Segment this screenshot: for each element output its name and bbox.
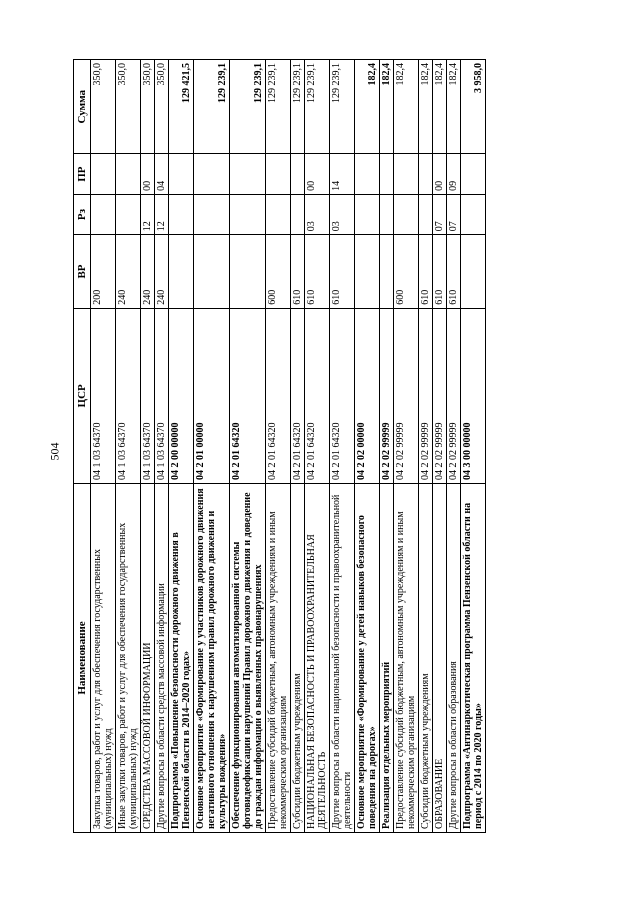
cell-pr [380, 154, 394, 194]
cell-pr [169, 154, 194, 194]
cell-name: ОБРАЗОВАНИЕ [433, 483, 447, 832]
header-name: Наименование [74, 483, 91, 832]
cell-name: Иные закупки товаров, работ и услуг для обеспечения государственных (муниципальных) нужд [116, 483, 141, 832]
cell-csr: 04 3 00 00000 [461, 308, 486, 483]
table-row [461, 60, 486, 833]
cell-rz [380, 194, 394, 234]
cell-vr: 200 [91, 235, 116, 308]
table-row [155, 60, 169, 833]
cell-sum: 129 239,1 [266, 60, 291, 154]
table-row [355, 60, 380, 833]
cell-rz [194, 194, 230, 234]
cell-pr [355, 154, 380, 194]
cell-rz [461, 194, 486, 234]
cell-rz [91, 194, 116, 234]
cell-sum: 129 239,1 [330, 60, 355, 154]
header-vr: ВР [74, 235, 91, 308]
cell-csr: 04 2 01 64320 [266, 308, 291, 483]
header-rz: Рз [74, 194, 91, 234]
cell-pr: 04 [155, 154, 169, 194]
cell-pr [291, 154, 305, 194]
table-row [419, 60, 433, 833]
cell-pr: 00 [433, 154, 447, 194]
cell-name: Закупка товаров, работ и услуг для обеспечения государственных (муниципальных) нужд [91, 483, 116, 832]
cell-name: Основное мероприятие «Формирование у участников дорожного движения негативного отношения к нарушениям правил дорожного движения и культуры вождения» [194, 483, 230, 832]
cell-name: Обеспечение функционирования автоматизированной системы фотовидеофиксации нарушений Правил дорожного движения и доведение до граждан информации о выявленных правонарушениях [230, 483, 266, 832]
table-row [433, 60, 447, 833]
cell-vr: 610 [419, 235, 433, 308]
cell-name: Другие вопросы в области средств массовой информации [155, 483, 169, 832]
cell-csr: 04 1 03 64370 [155, 308, 169, 483]
cell-sum: 350,0 [91, 60, 116, 154]
cell-name: Основное мероприятие «Формирование у детей навыков безопасного поведения на дорогах» [355, 483, 380, 832]
cell-csr: 04 2 02 00000 [355, 308, 380, 483]
cell-sum: 129 239,1 [291, 60, 305, 154]
cell-pr: 00 [305, 154, 330, 194]
cell-sum: 129 239,1 [194, 60, 230, 154]
cell-sum: 350,0 [116, 60, 141, 154]
cell-csr: 04 2 02 99999 [419, 308, 433, 483]
cell-rz: 12 [141, 194, 155, 234]
cell-pr [461, 154, 486, 194]
cell-sum: 182,4 [394, 60, 419, 154]
cell-vr: 610 [447, 235, 461, 308]
cell-pr: 09 [447, 154, 461, 194]
cell-rz [169, 194, 194, 234]
cell-rz [419, 194, 433, 234]
table-row [91, 60, 116, 833]
page-number: 504 [47, 442, 62, 461]
cell-sum: 350,0 [155, 60, 169, 154]
cell-vr: 610 [330, 235, 355, 308]
cell-rz: 07 [447, 194, 461, 234]
cell-vr: 610 [291, 235, 305, 308]
cell-vr [169, 235, 194, 308]
cell-rz [394, 194, 419, 234]
cell-vr: 600 [266, 235, 291, 308]
cell-rz: 03 [305, 194, 330, 234]
cell-vr: 600 [394, 235, 419, 308]
cell-name: Предоставление субсидий бюджетным, автономным учреждениям и иным некоммерческим организациям [266, 483, 291, 832]
cell-csr: 04 2 02 99999 [394, 308, 419, 483]
cell-rz: 12 [155, 194, 169, 234]
budget-table [73, 59, 486, 833]
cell-csr: 04 2 01 00000 [194, 308, 230, 483]
cell-sum: 3 958,0 [461, 60, 486, 154]
cell-csr: 04 2 02 99999 [433, 308, 447, 483]
cell-pr [419, 154, 433, 194]
cell-name: Другие вопросы в области образования [447, 483, 461, 832]
cell-csr: 04 2 01 64320 [291, 308, 305, 483]
cell-rz: 03 [330, 194, 355, 234]
cell-name: Реализация отдельных мероприятий [380, 483, 394, 832]
table-row [194, 60, 230, 833]
cell-name: Субсидии бюджетным учреждениям [291, 483, 305, 832]
cell-pr [194, 154, 230, 194]
cell-rz [355, 194, 380, 234]
cell-rz [230, 194, 266, 234]
cell-rz [266, 194, 291, 234]
table-row [305, 60, 330, 833]
cell-vr: 240 [116, 235, 141, 308]
table-row [447, 60, 461, 833]
table-header-row [74, 60, 91, 833]
header-sum: Сумма [74, 60, 91, 154]
cell-rz [291, 194, 305, 234]
table-row [266, 60, 291, 833]
cell-name: Субсидии бюджетным учреждениям [419, 483, 433, 832]
cell-name: Подпрограмма «Повышение безопасности дорожного движения в Пензенской области в 2014–2020 годах» [169, 483, 194, 832]
cell-name: НАЦИОНАЛЬНАЯ БЕЗОПАСНОСТЬ И ПРАВООХРАНИТЕЛЬНАЯ ДЕЯТЕЛЬНОСТЬ [305, 483, 330, 832]
cell-vr: 610 [305, 235, 330, 308]
table-row [230, 60, 266, 833]
table-body [91, 60, 486, 833]
cell-name: СРЕДСТВА МАССОВОЙ ИНФОРМАЦИИ [141, 483, 155, 832]
cell-csr: 04 2 01 64320 [230, 308, 266, 483]
header-pr: ПР [74, 154, 91, 194]
cell-vr [380, 235, 394, 308]
cell-pr [230, 154, 266, 194]
cell-vr: 240 [155, 235, 169, 308]
cell-rz: 07 [433, 194, 447, 234]
cell-vr [194, 235, 230, 308]
cell-vr [461, 235, 486, 308]
table-row [291, 60, 305, 833]
cell-pr: 14 [330, 154, 355, 194]
cell-sum: 129 239,1 [305, 60, 330, 154]
cell-sum: 182,4 [433, 60, 447, 154]
cell-sum: 182,4 [380, 60, 394, 154]
table-row [330, 60, 355, 833]
cell-sum: 129 239,1 [230, 60, 266, 154]
table-row [169, 60, 194, 833]
cell-csr: 04 1 03 64370 [116, 308, 141, 483]
cell-csr: 04 2 02 99999 [380, 308, 394, 483]
cell-sum: 182,4 [447, 60, 461, 154]
cell-csr: 04 2 01 64320 [330, 308, 355, 483]
table-row [394, 60, 419, 833]
table-row [116, 60, 141, 833]
cell-sum: 182,4 [419, 60, 433, 154]
cell-pr: 00 [141, 154, 155, 194]
table-row [141, 60, 155, 833]
cell-sum: 350,0 [141, 60, 155, 154]
cell-csr: 04 1 03 64370 [141, 308, 155, 483]
cell-pr [394, 154, 419, 194]
cell-csr: 04 1 03 64370 [91, 308, 116, 483]
cell-sum: 129 421,5 [169, 60, 194, 154]
cell-csr: 04 2 00 00000 [169, 308, 194, 483]
cell-vr: 240 [141, 235, 155, 308]
cell-sum: 182,4 [355, 60, 380, 154]
cell-vr: 610 [433, 235, 447, 308]
cell-pr [116, 154, 141, 194]
cell-vr [230, 235, 266, 308]
cell-rz [116, 194, 141, 234]
header-csr: ЦСР [74, 308, 91, 483]
cell-name: Предоставление субсидий бюджетным, автономным учреждениям и иным некоммерческим организациям [394, 483, 419, 832]
cell-vr [355, 235, 380, 308]
cell-pr [91, 154, 116, 194]
cell-name: Подпрограмма «Антинаркотическая программа Пензенской области на период с 2014 по 2020 годы» [461, 483, 486, 832]
table-row [380, 60, 394, 833]
cell-pr [266, 154, 291, 194]
cell-csr: 04 2 02 99999 [447, 308, 461, 483]
cell-csr: 04 2 01 64320 [305, 308, 330, 483]
cell-name: Другие вопросы в области национальной безопасности и правоохранительной деятельности [330, 483, 355, 832]
budget-table-container [73, 59, 569, 833]
